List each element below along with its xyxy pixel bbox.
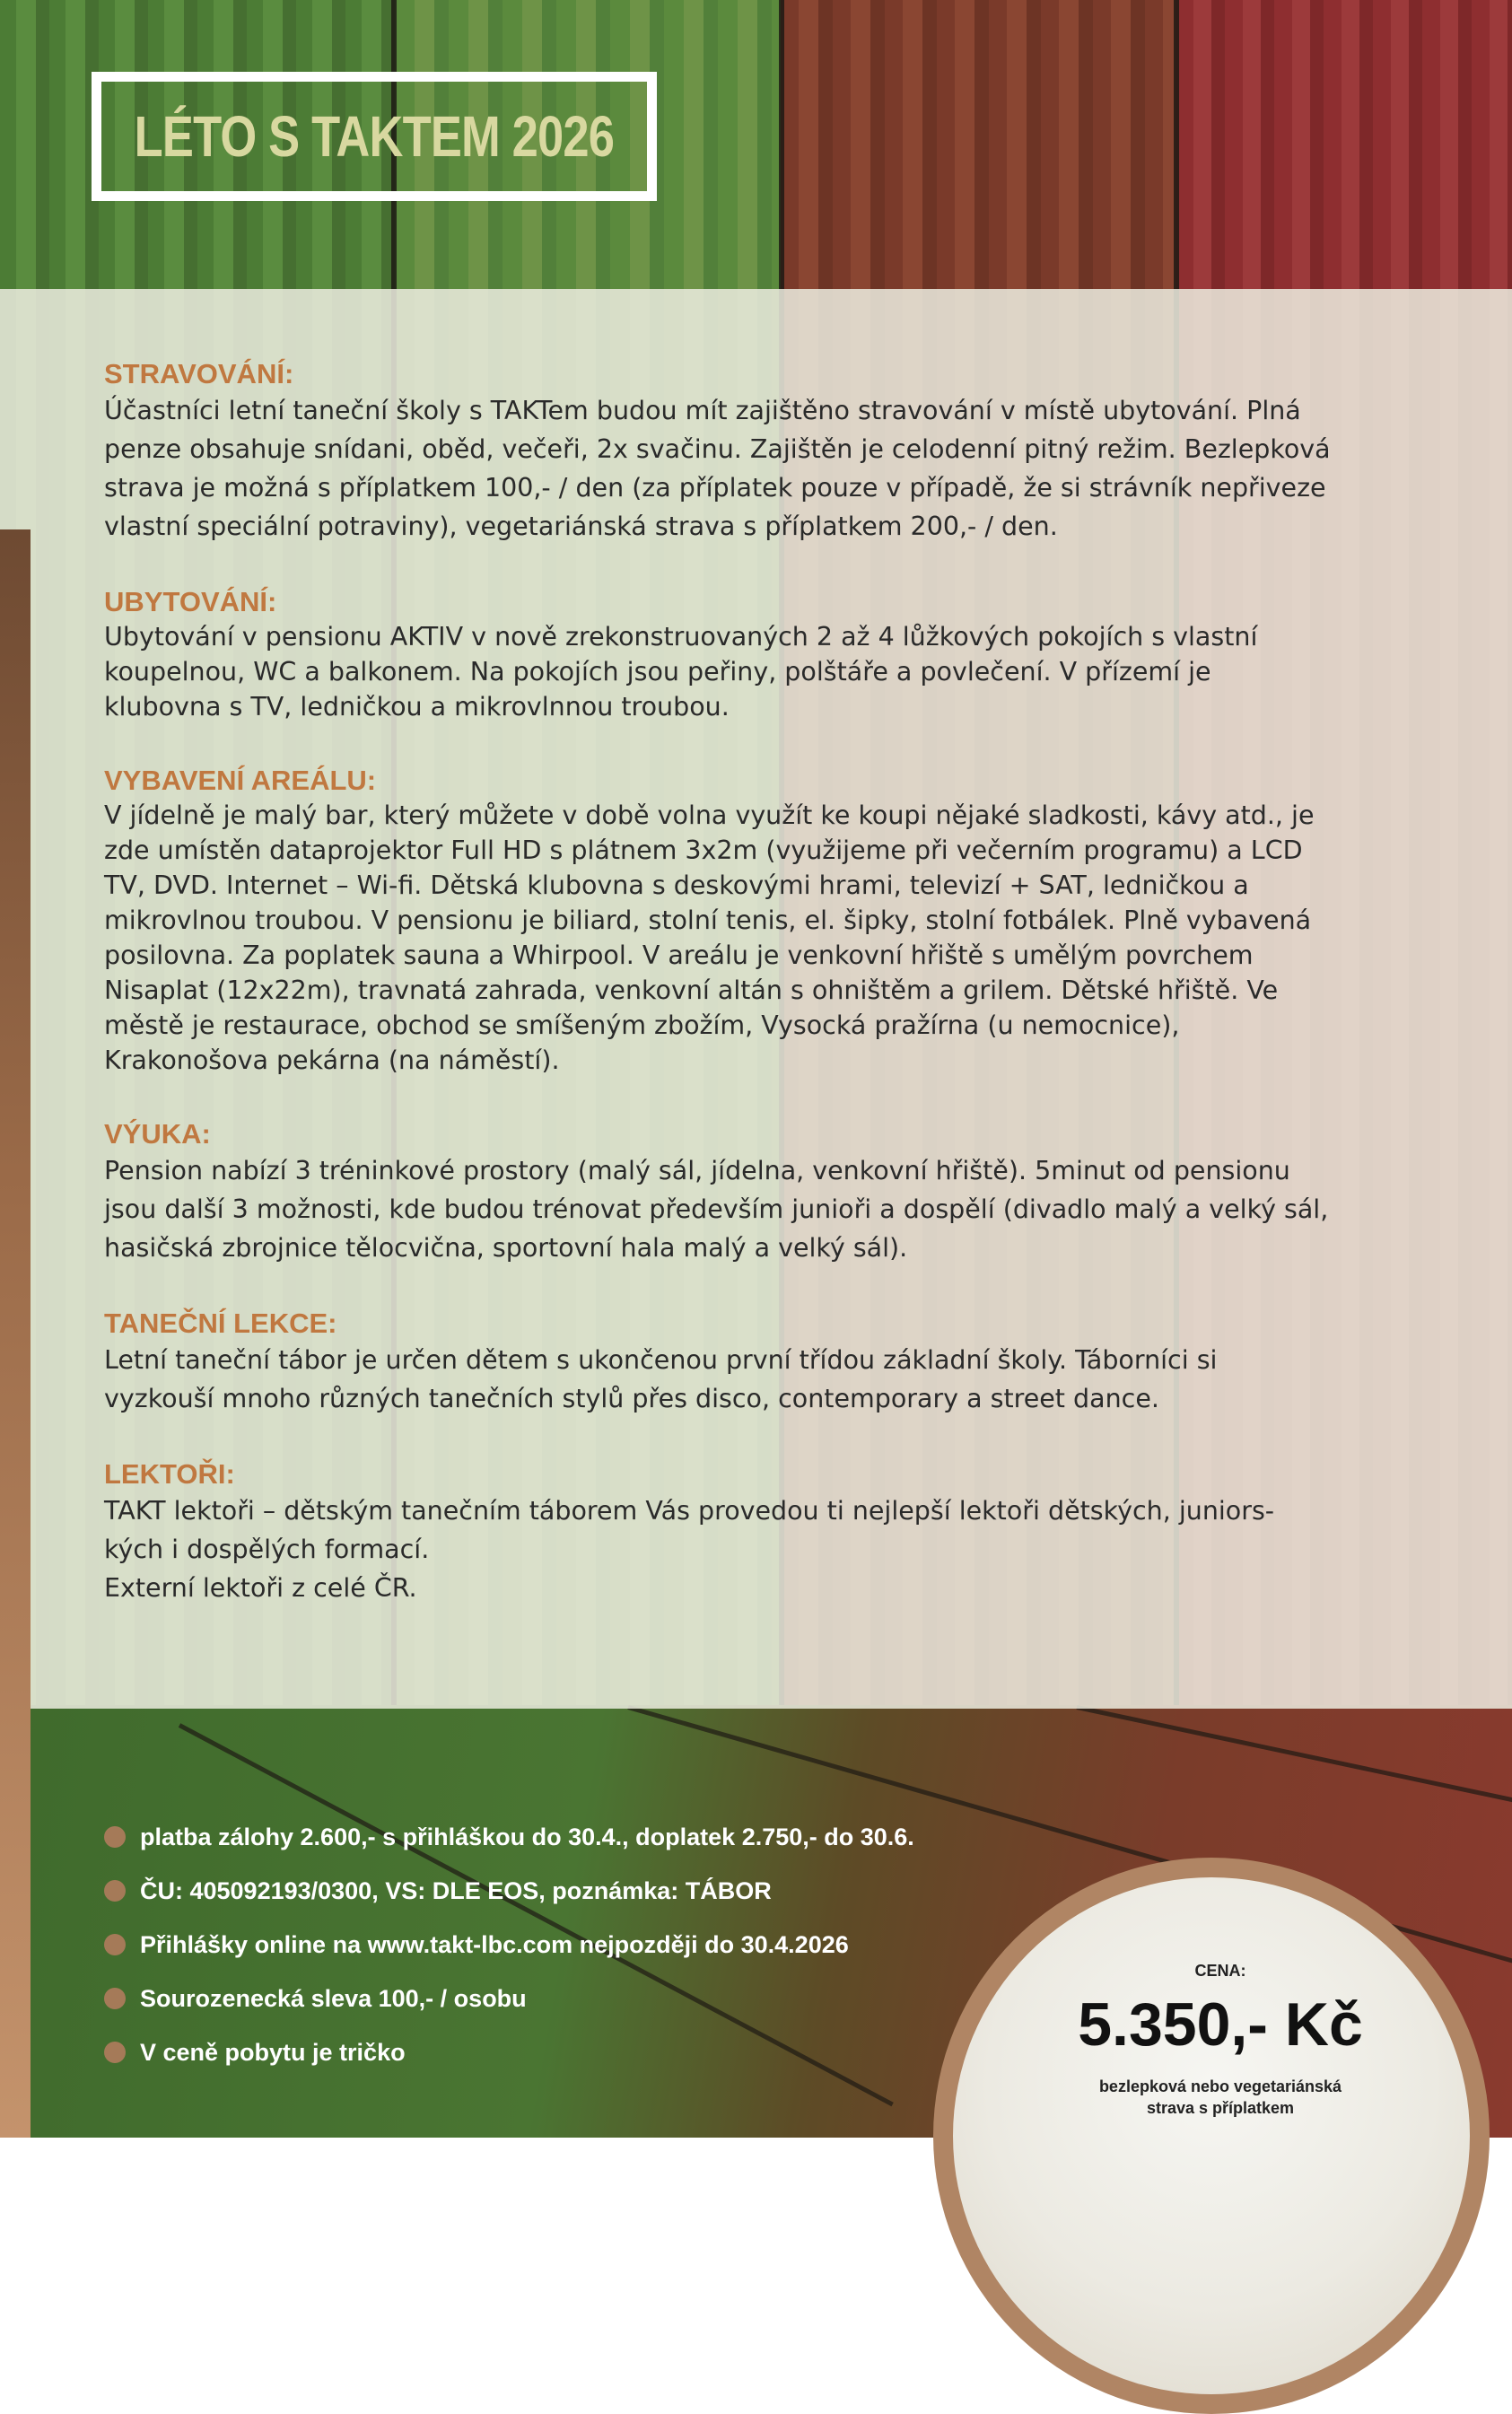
bullet-text: Sourozenecká sleva 100,- / osobu	[140, 1984, 527, 2012]
list-item	[104, 1918, 914, 1972]
section-ubytovani	[104, 585, 1450, 724]
section-heading: LEKTOŘI:	[104, 1458, 235, 1490]
section-heading: VYBAVENÍ AREÁLU:	[104, 765, 377, 796]
bullet-dot-icon	[104, 1934, 126, 1955]
section-heading: VÝUKA:	[104, 1118, 211, 1150]
price-value: 5.350,- Kč	[1078, 1990, 1363, 2059]
section-stravovani	[104, 357, 1450, 546]
title-frame	[92, 72, 657, 201]
section-vyuka	[104, 1117, 1450, 1267]
price-note: bezlepková nebo vegetariánská strava s příplatkem	[1098, 2077, 1342, 2117]
list-item	[104, 1864, 914, 1918]
bullet-text: ČU: 405092193/0300, VS: DLE EOS, poznámka: TÁBOR	[140, 1876, 772, 1904]
section-body: Letní taneční tábor je určen dětem s ukončenou první třídou základní školy. Táborníci si vyzkouší mnoho různých tanečních stylů přes disco, contemporary a street dance.	[104, 1345, 1218, 1413]
content-sections	[104, 357, 1450, 1647]
bullet-text: Přihlášky online na www.takt-lbc.com nejpozději do 30.4.2026	[140, 1930, 849, 1958]
section-heading: STRAVOVÁNÍ:	[104, 358, 294, 389]
list-item	[104, 1972, 914, 2025]
section-body: Účastníci letní taneční školy s TAKTem budou mít zajištěno stravování v místě ubytování. Plná penze obsahuje snídani, oběd, večeři, 2x svačinu. Zajištěn je celodenní pitný režim. Bezlepková strava je možná s příplatkem 100,- / den (za příplatek pouze v případě, že si strávník nepřiveze vlastní speciální potraviny), vegetariánská strava s příplatkem 200,- / den.	[104, 396, 1331, 541]
section-body: Ubytování v pensionu AKTIV v nově zrekonstruovaných 2 až 4 lůžkových pokojích s vlastní koupelnou, WC a balkonem. Na pokojích jsou peřiny, polštáře a povlečení. V přízemí je klubovna s TV, ledničkou a mikrovlnnou troubou.	[104, 622, 1258, 722]
price-label: CENA:	[1194, 1962, 1246, 1980]
list-item	[104, 2025, 914, 2079]
price-info	[1014, 1962, 1427, 2119]
section-lektori	[104, 1457, 1450, 1607]
bullet-text: V ceně pobytu je tričko	[140, 2038, 406, 2066]
section-body: V jídelně je malý bar, který můžete v době volna využít ke koupi nějaké sladkosti, kávy atd., je zde umístěn dataprojektor Full HD s plátnem 3x2m (využijeme při večerním programu) a LCD TV, DVD. Internet – Wi-fi. Dětská klubovna s deskovými hrami, televizí + SAT, ledničkou a mikrovlnou troubou. V pensionu je biliard, stolní tenis, el. šipky, stolní fotbálek. Plně vybavená posilovna. Za poplatek sauna a Whirpool. V areálu je venkovní hřiště s umělým povrchem Nisaplat (12x22m), travnatá zahrada, venkovní altán s ohništěm a grilem. Dětské hřiště. Ve městě je restaurace, obchod se smíšeným zbožím, Vysocká pražírna (u nemocnice), Krakonošova pekárna (na náměstí).	[104, 800, 1315, 1075]
section-tanecni-lekce	[104, 1307, 1450, 1418]
bullet-dot-icon	[104, 1826, 126, 1848]
section-body: Pension nabízí 3 tréninkové prostory (malý sál, jídelna, venkovní hřiště). 5minut od pensionu jsou další 3 možnosti, kde budou trénovat především junioři a dospělí (divadlo malý a velký sál, hasičská zbrojnice tělocvična, sportovní hala malý a velký sál).	[104, 1156, 1329, 1263]
section-vybaveni-arealu	[104, 764, 1450, 1078]
side-accent-bar	[0, 529, 31, 2138]
floor-seam	[1076, 1705, 1512, 1840]
section-heading: TANEČNÍ LEKCE:	[104, 1308, 337, 1339]
bullet-dot-icon	[104, 1880, 126, 1902]
price-badge	[953, 1877, 1470, 2394]
bullet-dot-icon	[104, 1988, 126, 2009]
section-body: TAKT lektoři – dětským tanečním táborem Vás provedou ti nejlepší lektoři dětských, juniors- kých i dospělých formací. Externí lektoři z celé ČR.	[104, 1496, 1275, 1603]
info-bullet-list	[104, 1810, 914, 2079]
bullet-text: platba zálohy 2.600,- s přihláškou do 30.4., doplatek 2.750,- do 30.6.	[140, 1823, 914, 1850]
page-title: LÉTO S TAKTEM 2026	[134, 104, 615, 169]
list-item	[104, 1810, 914, 1864]
bullet-dot-icon	[104, 2042, 126, 2063]
section-heading: UBYTOVÁNÍ:	[104, 586, 277, 617]
